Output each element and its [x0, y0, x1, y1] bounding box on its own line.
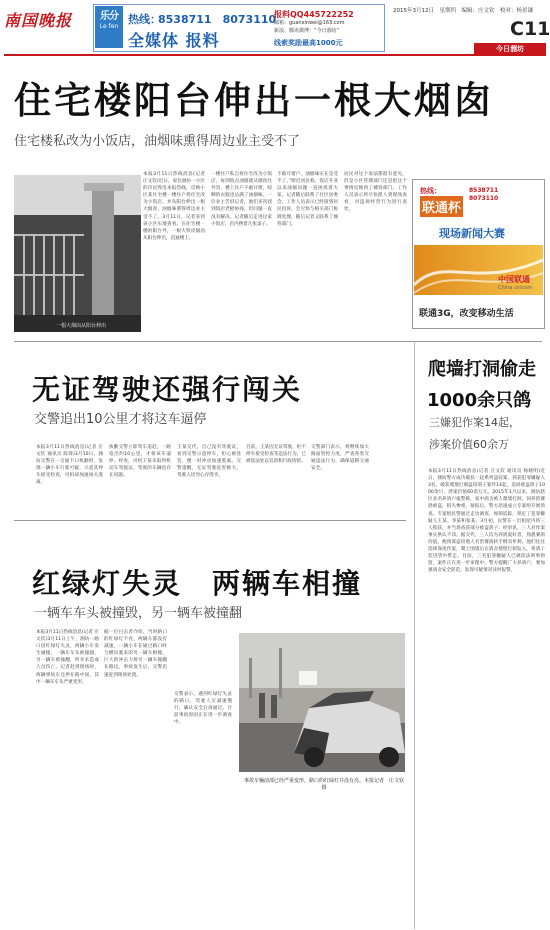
section-divider	[14, 341, 542, 342]
story3-photo	[239, 633, 405, 772]
ad2-hotline-1: 8538711	[469, 187, 499, 194]
story3-body-col-3: 交警表示，遇到红绿灯失灵的路口，驾驶人应减速慢行，确认安全后再通过。目前事故原因正在进一步调查中。	[174, 692, 232, 726]
section-divider	[14, 520, 406, 521]
crash-photo-illustration	[239, 633, 405, 772]
lead-subhead: 住宅楼私改为小饭店，油烟味熏得周边业主受不了	[14, 134, 301, 149]
ad2-contest-title: 现场新闻大赛	[439, 227, 505, 240]
ad2-slogan: 联通3G，改变移动生活	[419, 309, 514, 319]
story2-subhead: 交警追出10公里才将这车逼停	[34, 412, 207, 427]
story3-headline: 红绿灯失灵 两辆车相撞	[32, 567, 363, 600]
right-story-headline-line-1: 爬墙打洞偷走	[428, 359, 536, 380]
story3-body-col-1: 本报3月11日热线消息(记者 庄文钦)3月11日上午，涠坊一路口因红绿灯失灵，两辆小车发生碰撞，一辆车车头被撞毁，另一辆车被撞翻，所幸未造成人员伤亡。记者赶到现场时，两辆事故车还停在路中间，其中一辆车车头严重变形。	[36, 630, 99, 685]
ad2-hotline-label: 热线：	[420, 187, 441, 195]
page-number: C11	[510, 18, 550, 40]
ad-brand-badge	[95, 6, 123, 48]
lead-body-col-1: 本报3月11日热线消息(记者 庄文钦)近日，家住涠坊一小区的市民致电本报热线，反映小区某住宅楼一楼住户将住宅改为小饭店，并从阳台伸出一根大烟囱，油烟味熏得周边业主受不了。3月11日，记者来到该小区实地查看。在住宅楼一楼的阳台外，一根大铁皮烟囱从阳台伸出，直通楼上。	[143, 172, 205, 241]
unicom-logo: 中国联通	[498, 275, 530, 284]
ad-email: 邮箱：guanxinwei@163.com	[274, 20, 345, 26]
chimney-photo-illustration	[14, 175, 141, 332]
story2-body-col-2: 执勤交警立即驾车追赶，一路追出约10公里，才将该车逼停。经查，司机王某未取得机动车驾驶证，驾驶的车辆也存在问题。	[109, 445, 171, 479]
story2-body-col-4: 目前，王某因无证驾驶、拒不停车接受检查等违法行为，已被依法处以罚款和行政拘留。	[246, 445, 306, 465]
unicom-ad[interactable]	[412, 179, 545, 329]
right-story-subhead-line-2: 涉案价值60余万	[429, 438, 509, 451]
ad-qq: 报料QQ445722252	[274, 10, 354, 19]
ad-brand-en: Le fen	[99, 23, 119, 30]
lead-photo	[14, 175, 141, 332]
story2-body-col-1: 本报3月11日热线消息(记者 庄文钦 通讯员 陈锋)3月10日，涠坊交警在一交通卡口执勤时，发现一辆小车行驶可疑，示意其停车接受检查，司机却加速闯关逃离。	[36, 445, 103, 486]
lead-headline: 住宅楼阳台伸出一根大烟囱	[14, 79, 494, 122]
issue-date-line: 2015年3月12日 星期四 编辑：庄文钦 校对：杨景谦	[393, 8, 533, 14]
ad2-cup-title: 联通杯	[420, 196, 463, 217]
unicom-logo-en: China unicom	[498, 285, 533, 291]
story2-body-col-5: 交警部门表示，将继续加大路面管控力度，严查各类交通违法行为，确保道路交通安全。	[311, 445, 369, 472]
lead-body-col-2: 一楼住户私自将住宅改为小饭店，每到饭点油烟就从烟囱往外冒，楼上住户不敢开窗，晾晒的衣服也沾满了油烟味。一位业主告诉记者，他们多次找到饭店老板协商，但问题一直没有解决。记者随后走进这家小饭店，店内摆着几张桌子。	[211, 172, 272, 227]
story2-body-col-3: 王某交代，自己没有驾驶证，看到交警示意停车，担心被处罚，便一时冲动加速逃离。交警提醒，无证驾驶危害极大，驾驶人切勿心存侥幸。	[177, 445, 241, 479]
ad-weibo: 新浪、腾讯微博：“今日涠坊”	[274, 28, 340, 34]
story3-subhead: 一辆车车头被撞毁，另一辆车被撞翻	[34, 606, 243, 621]
lead-body-col-3: 不敢开窗户，油烟味实在是受不了。”附近居民称，饭店开业以来油烟问题一直困扰着大家。记者随后联系了社区居委会，工作人员表示已经接到居民投诉，会尽快与相关部门协调处理。随后记者又联系了城管部门。	[277, 172, 338, 227]
column-divider	[414, 341, 415, 929]
ad-slogan: 全媒体 报料	[128, 31, 220, 50]
right-story-subhead-line-1: 三嫌犯作案14起，	[429, 416, 520, 429]
story3-photo-caption: 事故车辆前部已经严重变形，路口的红绿灯并没有亮。本报记者 庄文钦 摄	[243, 778, 410, 791]
section-tab: 今日涠坊	[474, 43, 546, 55]
right-story-body: 本报3月11日热线消息(记者 庄文钦 通讯员 杨晓明)近日，涠坊警方成功破获一起系列盗窃案，抓获犯罪嫌疑人3名，破获爬墙打洞盗窃鸽子案件14起，追回被盗鸽子1000余只，涉案价值60余万元。2015年1月以来，涠坊辖区多名养鸽户报警称，家中鸽舍被人爬墙打洞，饲养的赛鸽被盗，损失惨重。接报后，警方迅速成立专案组开展侦查。专案组民警通过走访调查、视频追踪，锁定了犯罪嫌疑人王某、李某和张某。3月初，民警在一出租屋内将三人抓获，并当场查获部分被盗鸽子。经审讯，三人对作案事实供认不讳。据交代，三人均为养鸽爱好者，熟悉赛鸽价值，便预谋盗窃他人名贵赛鸽转手倒卖牟利。他们往往选择深夜作案，爬上围墙后在鸽舍墙壁打洞钻入，将鸽子装进袋中带走。目前，三名犯罪嫌疑人已被依法刑事拘留，案件正在进一步审理中。警方提醒广大养鸽户，要加强鸽舍安全防范，发现可疑情况及时报警。	[428, 469, 545, 574]
right-story-headline-line-2: 1000余只鸽	[427, 390, 532, 411]
story3-body-col-2: 据一位目击者介绍，当时路口的红绿灯不亮，两辆车都没有减速，一辆小车在通过路口时与横向驶来的另一辆车相撞，巨大的冲击力将另一辆车撞翻在路边。事故发生后，交警迅速赶到现场处置。	[104, 630, 167, 678]
ad2-hotline-2: 8073110	[469, 195, 499, 202]
ad-hotline-number: 8538711 8073110	[158, 13, 277, 26]
masthead-ad[interactable]	[93, 4, 385, 52]
ad-brand-name: 乐分	[100, 11, 118, 22]
story2-headline: 无证驾驶还强行闯关	[32, 373, 303, 406]
lead-body-col-4: 居民对这个说法都很有意见，但是小区管理部门还是把这个事情反映到了城管部门。工作人员表示将尽快派人到现场查看，对违规经营行为进行查处。	[344, 172, 407, 213]
lead-photo-caption: 一根大烟囱从阳台伸出	[56, 323, 107, 329]
ad-hotline-label: 热线：	[128, 13, 161, 26]
newspaper-logo: 南国晚报	[4, 11, 73, 30]
ad-prize: 线索奖励最高1000元	[274, 39, 343, 47]
masthead-rule	[4, 54, 546, 56]
